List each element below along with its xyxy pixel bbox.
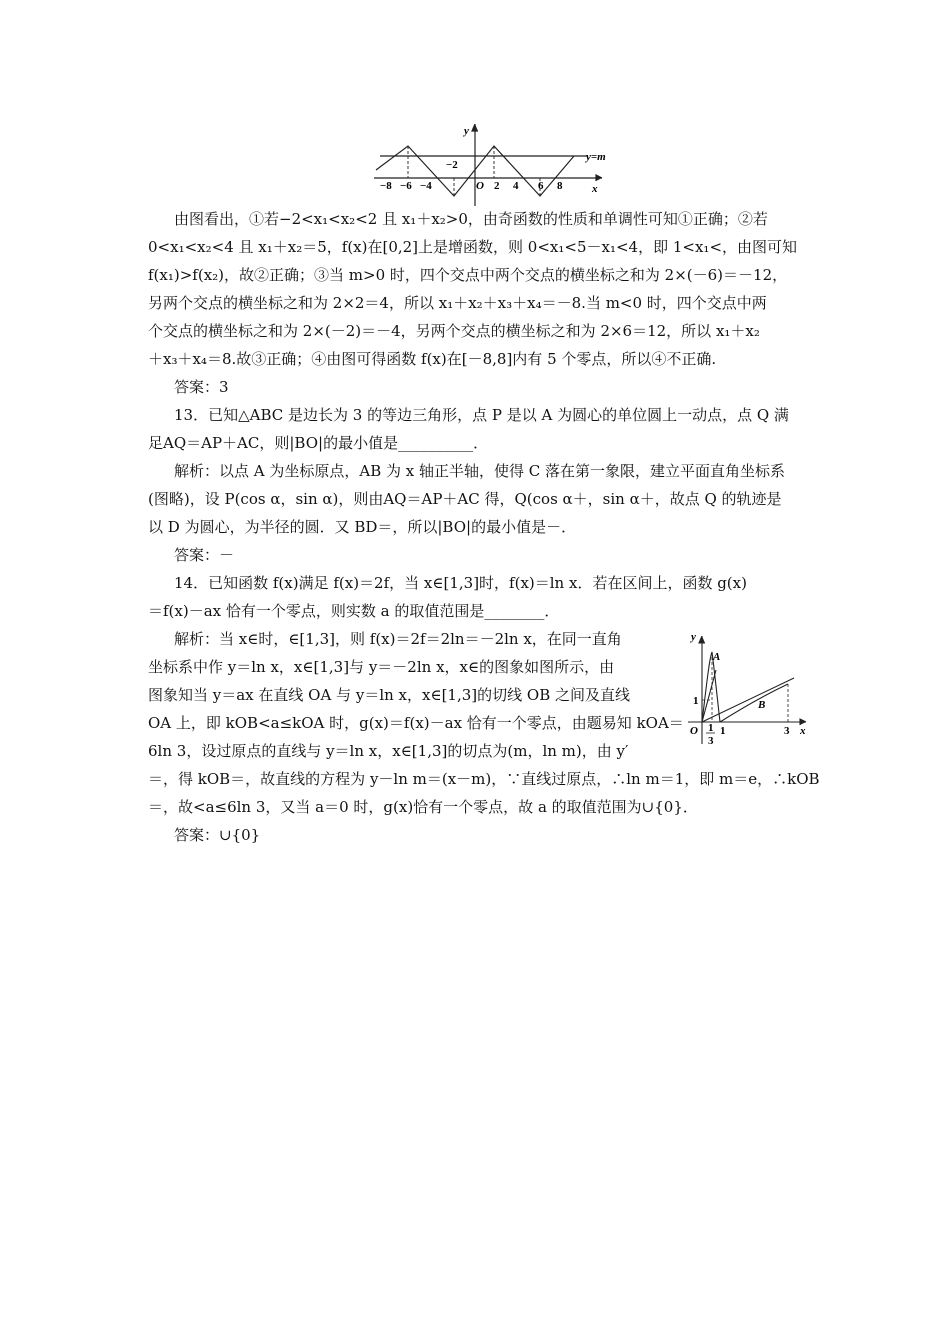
solution-14-line: 解析：当 x∈时，∈[1,3]，则 f(x)＝2f＝2ln＝－2ln x，在同一直角 xyxy=(174,630,622,648)
solution-12-line: 由图看出，①若−2<x₁<x₂<2 且 x₁＋x₂>0，由奇函数的性质和单调性可知①正确；②若 xyxy=(174,210,768,228)
point-b-label: B xyxy=(758,699,766,711)
x-tick-label: 1 xyxy=(720,725,726,737)
answer-14: 答案：∪{0} xyxy=(174,826,261,844)
neg-tick-label: −4 xyxy=(420,180,432,192)
solution-12-line: 个交点的横坐标之和为 2×(－2)＝－4，另两个交点的横坐标之和为 2×6＝12，所以 x₁＋x₂ xyxy=(148,322,760,340)
x-axis-label: x xyxy=(592,183,598,195)
pos-tick-label: 8 xyxy=(557,180,563,192)
answer-12: 答案：3 xyxy=(174,378,229,396)
pos-tick-label: 4 xyxy=(513,180,519,192)
x-axis-label: x xyxy=(800,725,806,737)
origin-label: O xyxy=(476,180,484,192)
question-13-line: 足AQ＝AP＋AC，则|BO|的最小值是__________． xyxy=(148,434,489,452)
solution-12-line: ＋x₃＋x₄＝8.故③正确；④由图可得函数 f(x)在[－8,8]内有 5 个零点，所以④不正确. xyxy=(148,350,717,368)
m-line-label: y=m xyxy=(586,151,606,163)
neg-tick-label: −6 xyxy=(400,180,412,192)
pos-tick-label: 6 xyxy=(538,180,544,192)
solution-14-line: 图象知当 y＝ax 在直线 OA 与 y＝ln x，x∈[1,3]的切线 OB 之间及直线 xyxy=(148,686,630,704)
y-tick-label: 1 xyxy=(693,695,699,707)
solution-13-line: (图略)，设 P(cos α，sin α)，则由AQ＝AP＋AC 得，Q(cos α＋，sin α＋，故点 Q 的轨迹是 xyxy=(148,490,782,508)
solution-14-line: ＝，得 kOB＝，故直线的方程为 y－ln m＝(x－m)，∵直线过原点，∴ln m＝1，即 m＝e，∴kOB xyxy=(148,770,820,788)
x-tick-label: 3 xyxy=(784,725,790,737)
solution-14-line: OA 上，即 kOB<a≤kOA 时，g(x)＝f(x)－ax 恰有一个零点，由题易知 kOA＝ xyxy=(148,714,684,732)
ln-graph-figure xyxy=(682,630,812,750)
neg-two-label: −2 xyxy=(446,159,458,171)
x-tick-third-numerator: 1 xyxy=(708,722,714,734)
function-graph-figure xyxy=(370,120,620,210)
question-14-line: ＝f(x)－ax 恰有一个零点，则实数 a 的取值范围是________． xyxy=(148,602,560,620)
point-a-label: A xyxy=(713,651,721,663)
solution-14-line: ＝，故<a≤6ln 3，又当 a＝0 时，g(x)恰有一个零点，故 a 的取值范围为∪{0}． xyxy=(148,798,698,816)
y-axis-label: y xyxy=(464,125,469,137)
pos-tick-label: 2 xyxy=(494,180,500,192)
solution-12-line: 0<x₁<x₂<4 且 x₁＋x₂＝5，f(x)在[0,2]上是增函数，则 0<x₁<5－x₁<4，即 1<x₁<，由图可知 xyxy=(148,238,798,256)
neg-tick-label: −8 xyxy=(380,180,392,192)
question-14-line: 14．已知函数 f(x)满足 f(x)＝2f，当 x∈[1,3]时，f(x)＝ln x．若在区间上，函数 g(x) xyxy=(174,574,747,592)
solution-13-line: 解析：以点 A 为坐标原点，AB 为 x 轴正半轴，使得 C 落在第一象限，建立平面直角坐标系 xyxy=(174,462,786,480)
solution-14-line: 坐标系中作 y＝ln x，x∈[1,3]与 y＝－2ln x，x∈的图象如图所示，由 xyxy=(148,658,615,676)
solution-13-line: 以 D 为圆心，为半径的圆．又 BD＝，所以|BO|的最小值是－． xyxy=(148,518,577,536)
solution-14-line: 6ln 3，设过原点的直线与 y＝ln x，x∈[1,3]的切点为(m，ln m)，由 y′ xyxy=(148,742,629,760)
solution-12-line: f(x₁)>f(x₂)，故②正确；③当 m>0 时，四个交点中两个交点的横坐标之和为 2×(－6)＝－12， xyxy=(148,266,788,284)
origin-label: O xyxy=(690,725,698,737)
answer-13: 答案：－ xyxy=(174,546,235,564)
solution-12-line: 另两个交点的横坐标之和为 2×2＝4，所以 x₁＋x₂＋x₃＋x₄＝－8.当 m<0 时，四个交点中两 xyxy=(148,294,767,312)
y-axis-label: y xyxy=(691,631,696,643)
question-13-line: 13．已知△ABC 是边长为 3 的等边三角形，点 P 是以 A 为圆心的单位圆上一动点，点 Q 满 xyxy=(174,406,789,424)
x-tick-third-denominator: 3 xyxy=(708,735,714,747)
